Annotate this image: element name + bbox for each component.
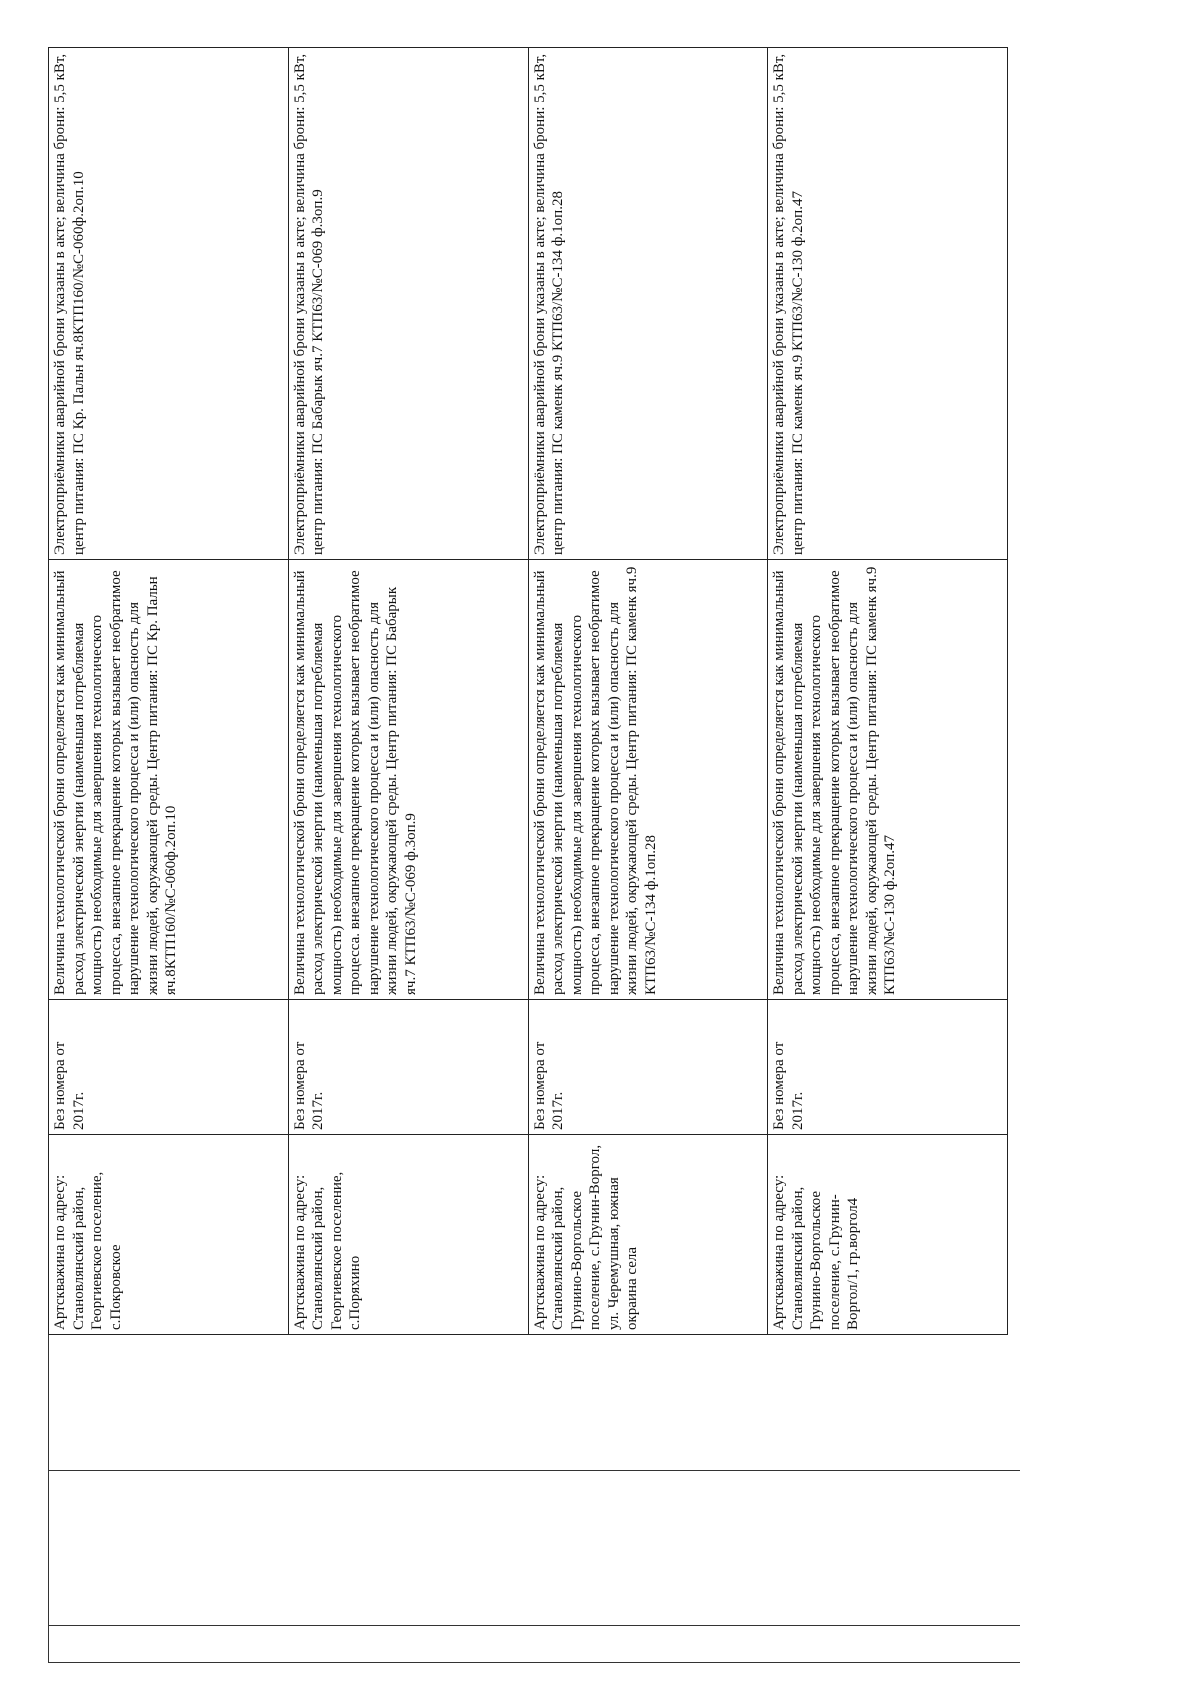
table-row	[768, 48, 1008, 1335]
reservation-table	[48, 47, 1008, 1335]
cell-object: Артскважина по адресу: Становлянский район, Грунино-Воргольское поселение, с.Грунин-Воргол, ул. Черемушная, южная окраина села	[528, 1135, 768, 1335]
cell-act: Без номера от 2017г.	[49, 1000, 289, 1135]
cell-act: Без номера от 2017г.	[768, 1000, 1008, 1135]
table-row	[528, 48, 768, 1335]
table-border-line	[48, 1335, 49, 1662]
cell-emergency-reserve: Электроприёмники аварийной брони указаны в акте; величина брони: 5,5 кВт, центр питания: ПС каменк яч.9 КТП63/№С-134 ф.1оп.28	[528, 48, 768, 560]
cell-tech-reserve: Величина технологической брони определяется как минимальный расход электрической энергии (наименьшая потребляемая мощность) необходимые для завершения технологического процесса, внезапное прекращение которых вызывает необратимое нарушение технологического процесса и (или) опасность для жизни людей, окружающей среды. Центр питания: ПС Кр. Пальн яч.8КТП160/№С-060ф.2оп.10	[49, 560, 289, 1000]
cell-tech-reserve: Величина технологической брони определяется как минимальный расход электрической энергии (наименьшая потребляемая мощность) необходимые для завершения технологического процесса, внезапное прекращение которых вызывает необратимое нарушение технологического процесса и (или) опасность для жизни людей, окружающей среды. Центр питания: ПС каменк яч.9 КТП63/№С-130 ф.2оп.47	[768, 560, 1008, 1000]
cell-tech-reserve: Величина технологической брони определяется как минимальный расход электрической энергии (наименьшая потребляемая мощность) необходимые для завершения технологического процесса. внезапное прекращение которых вызывает необратимое нарушение технологического процесса и (или) опасность для жизни людей, окружающей среды. Центр питания: ПС Бабарык яч.7 КТП63/№С-069 ф.3оп.9	[288, 560, 528, 1000]
cell-act: Без номера от 2017г.	[288, 1000, 528, 1135]
cell-object: Артскважина по адресу: Становлянский район, Георгиевское поселение, с.Покровское	[49, 1135, 289, 1335]
rotated-table-container	[48, 48, 1008, 1335]
cell-act: Без номера от 2017г.	[528, 1000, 768, 1135]
cell-tech-reserve: Величина технологической брони определяется как минимальный расход электрической энергии (наименьшая потребляемая мощность) необходимые для завершения технологического процесса, внезапное прекращение которых вызывает необратимое нарушение технологического процесса и (или) опасность для жизни людей, окружающей среды. Центр питания: ПС каменк яч.9 КТП63/№С-134 ф.1оп.28	[528, 560, 768, 1000]
table-row	[288, 48, 528, 1335]
table-rule-line	[48, 1625, 1020, 1626]
cell-object: Артскважина по адресу: Становлянский район, Грунино-Воргольское поселение, с.Грунин-Воргол/1, гр.воргол4	[768, 1135, 1008, 1335]
cell-emergency-reserve: Электроприёмники аварийной брони указаны в акте; величина брони: 5,5 кВт, центр питания: ПС Бабарык яч.7 КТП63/№С-069 ф.3оп.9	[288, 48, 528, 560]
table-rule-line	[48, 1470, 1020, 1471]
cell-emergency-reserve: Электроприёмники аварийной брони указаны в акте; величина брони: 5,5 кВт, центр питания: ПС Кр. Пальн яч.8КТП160/№С-060ф.2оп.10	[49, 48, 289, 560]
cell-emergency-reserve: Электроприёмники аварийной брони указаны в акте; величина брони: 5,5 кВт, центр питания: ПС каменк яч.9 КТП63/№С-130 ф.2оп.47	[768, 48, 1008, 560]
table-row	[49, 48, 289, 1335]
table-rule-line	[48, 1662, 1020, 1663]
cell-object: Артскважина по адресу: Становлянский район, Георгиевское поселение, с.Поряхино	[288, 1135, 528, 1335]
rotated-table-region	[48, 48, 1008, 1335]
